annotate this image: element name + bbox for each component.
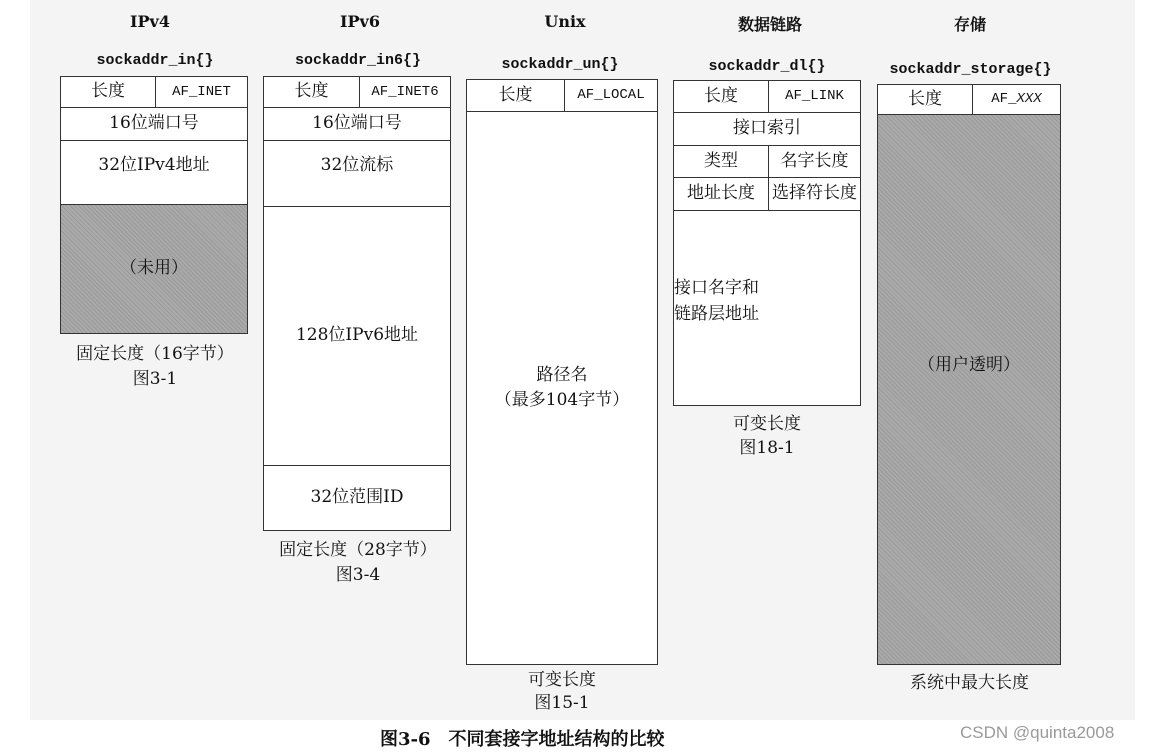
path-name-label: 路径名 <box>536 364 588 385</box>
struct-name-sockaddr-in: sockaddr_in{} <box>96 52 214 69</box>
field-unused: （未用） <box>60 204 248 334</box>
field-address-length: 地址长度 <box>673 177 769 211</box>
field-scope-id: 32位范围ID <box>263 465 451 531</box>
caption-ipv4-figure-ref: 图3-1 <box>132 369 178 389</box>
caption-ipv6-length: 固定长度（28字节） <box>279 540 437 560</box>
struct-name-sockaddr-in6: sockaddr_in6{} <box>294 52 422 69</box>
caption-datalink-length: 可变长度 <box>733 414 801 434</box>
field-name-length: 名字长度 <box>768 145 861 178</box>
column-header-storage: 存储 <box>953 15 986 34</box>
caption-storage-length: 系统中最大长度 <box>910 673 1029 693</box>
column-header-datalink: 数据链路 <box>737 15 802 34</box>
caption-ipv6-figure-ref: 图3-4 <box>335 565 381 585</box>
family-prefix: AF_ <box>991 91 1017 107</box>
field-family: AF_INET <box>155 76 248 108</box>
family-suffix: XXX <box>1016 91 1042 107</box>
field-length: 长度 <box>263 76 360 108</box>
path-name-note: （最多104字节） <box>494 390 630 410</box>
caption-ipv4-length: 固定长度（16字节） <box>76 344 234 364</box>
field-path-name <box>466 111 658 665</box>
field-ipv4-address: 32位IPv4地址 <box>60 140 248 205</box>
field-family: AF_LOCAL <box>564 79 658 112</box>
field-interface-index: 接口索引 <box>673 112 861 146</box>
field-length: 长度 <box>466 79 565 112</box>
field-family: AF_LINK <box>768 80 861 113</box>
column-header-ipv6: IPv6 <box>340 12 380 31</box>
struct-name-sockaddr-storage: sockaddr_storage{} <box>889 61 1052 78</box>
field-port: 16位端口号 <box>60 107 248 141</box>
field-length: 长度 <box>60 76 156 108</box>
column-header-unix: Unix <box>544 12 586 31</box>
field-opaque: （用户透明） <box>877 114 1061 665</box>
watermark: CSDN @quinta2008 <box>960 723 1115 742</box>
field-family <box>972 84 1061 115</box>
field-ipv6-address: 128位IPv6地址 <box>263 206 451 466</box>
field-length: 长度 <box>877 84 973 115</box>
caption-datalink-figure-ref: 图18-1 <box>739 438 795 458</box>
name-and-link-address-line2: 链路层地址 <box>674 303 759 324</box>
field-flow-label: 32位流标 <box>263 140 451 207</box>
struct-name-sockaddr-dl: sockaddr_dl{} <box>708 58 826 75</box>
caption-unix-length: 可变长度 <box>528 670 596 690</box>
column-header-ipv4: IPv4 <box>130 12 170 31</box>
field-name-and-link-address <box>673 210 861 406</box>
name-and-link-address-line1: 接口名字和 <box>674 278 759 298</box>
field-length: 长度 <box>673 80 769 113</box>
figure-title: 图3-6 不同套接字地址结构的比较 <box>380 729 665 750</box>
struct-name-sockaddr-un: sockaddr_un{} <box>501 56 619 73</box>
field-family: AF_INET6 <box>359 76 451 108</box>
field-port: 16位端口号 <box>263 107 451 141</box>
field-type: 类型 <box>673 145 769 178</box>
caption-unix-figure-ref: 图15-1 <box>534 693 590 713</box>
field-selector-length: 选择符长度 <box>768 177 861 211</box>
